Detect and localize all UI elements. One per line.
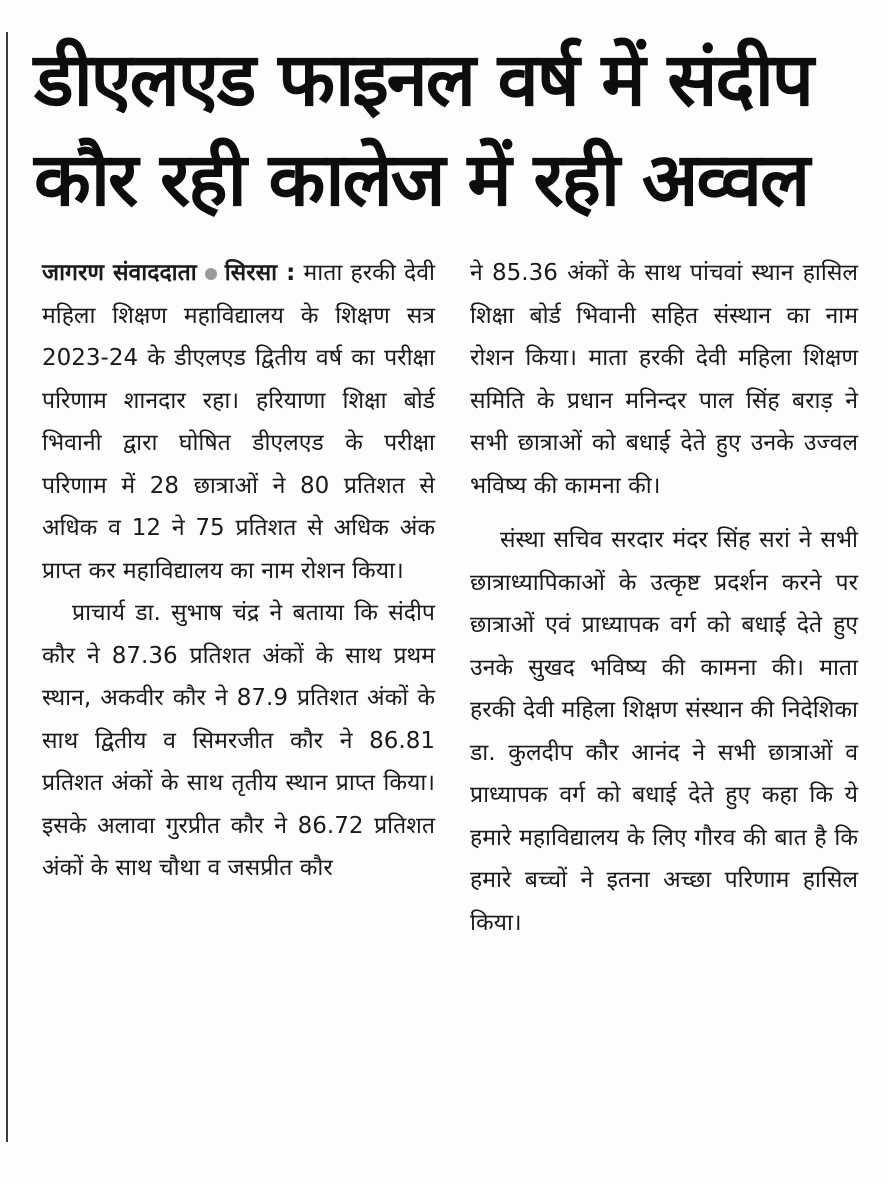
article-paragraph-2: प्राचार्य डा. सुभाष चंद्र ने बताया कि संदीप कौर ने 87.36 प्रतिशत अंकों के साथ प्रथम स्थान, अकवीर कौर ने 87.9 प्रतिशत अंकों के साथ द्वितीय व सिमरजीत कौर ने 86.81 प्रतिशत अंकों के साथ तृतीय स्थान प्राप्त किया। इसके अलावा गुरप्रीत कौर ने 86.72 प्रतिशत अंकों के साथ चौथा व जसप्रीत कौर (42, 600, 435, 881)
article-column-right (470, 252, 858, 944)
article-paragraph-1 (42, 252, 435, 592)
article-column-left (42, 252, 435, 890)
article-paragraph-4: संस्था सचिव सरदार मंदर सिंह सरां ने सभी छात्राध्यापिकाओं के उत्कृष्ट प्रदर्शन करने पर छात्राओं एवं प्राध्यापक वर्ग को बधाई देते हुए उनके सुखद भविष्य की कामना की। माता हरकी देवी महिला शिक्षण संस्थान की निदेशिका डा. कुलदीप कौर आनंद ने सभी छात्राओं व प्राध्यापक वर्ग को बधाई देते हुए कहा कि ये हमारे महाविद्यालय के लिए गौरव की बात है कि हमारे बच्चों ने इतना अच्छा परिणाम हासिल किया। (470, 527, 858, 936)
article-paragraph-3: ने 85.36 अंकों के साथ पांचवां स्थान हासिल शिक्षा बोर्ड भिवानी सहित संस्थान का नाम रोशन किया। माता हरकी देवी महिला शिक्षण समिति के प्रधान मनिन्दर पाल सिंह बराड़ ने सभी छात्राओं को बधाई देते हुए उनके उज्वल भविष्य की कामना की। (470, 260, 858, 499)
paragraph-gap (470, 507, 858, 519)
headline (34, 30, 864, 230)
headline-line-2: कौर रही कालेज में रही अव्वल (34, 137, 809, 223)
bullet-icon (205, 268, 217, 280)
article-paragraph-1-text: माता हरकी देवी महिला शिक्षण महाविद्यालय के शिक्षण सत्र 2023-24 के डीएलएड द्वितीय वर्ष का परीक्षा परिणाम शानदार रहा। हरियाणा शिक्षा बोर्ड भिवानी द्वारा घोषित डीएलएड के परीक्षा परिणाम में 28 छात्राओं ने 80 प्रतिशत से अधिक व 12 ने 75 प्रतिशत से अधिक अंक प्राप्त कर महाविद्यालय का नाम रोशन किया। (42, 260, 435, 584)
byline-location: सिरसा : (224, 260, 296, 286)
column-rule (6, 32, 8, 1142)
headline-line-1: डीएलएड फाइनल वर्ष में संदीप (34, 37, 812, 123)
byline-reporter: जागरण संवाददाता (42, 260, 197, 286)
